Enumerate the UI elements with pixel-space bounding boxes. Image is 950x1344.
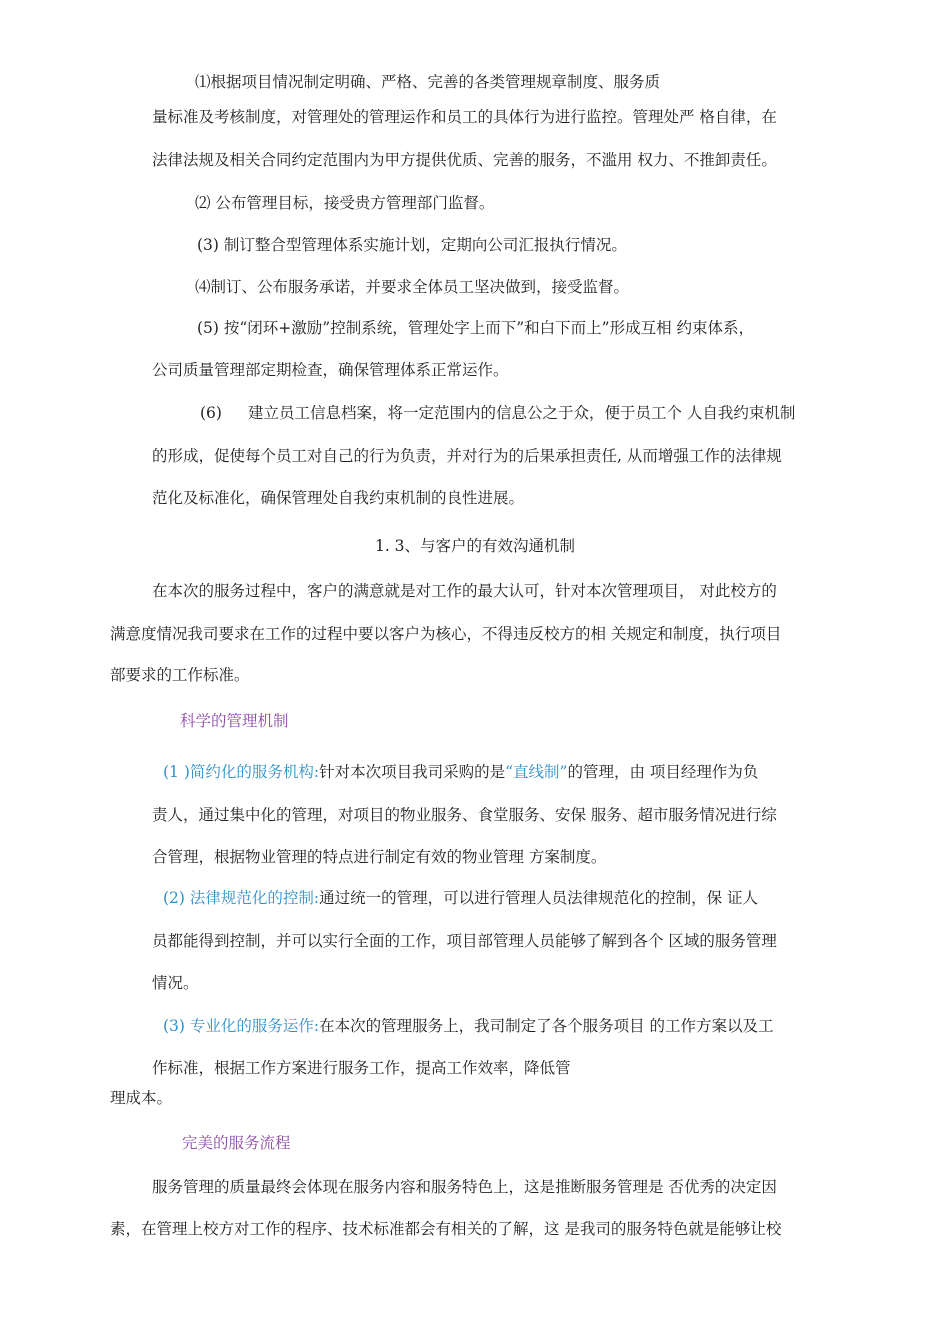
mechanism-heading: 科学的管理机制 <box>180 712 289 730</box>
paragraph-line-1: 在本次的服务过程中，客户的满意就是对工作的最大认可，针对本次管理项目， 对此校方的 <box>152 582 777 600</box>
mechanism-item-1-quote: “直线制” <box>505 763 568 781</box>
paragraph-line-2: 满意度情况我司要求在工作的过程中要以客户为核心，不得违反校方的相 关规定和制度，执行项目 <box>110 625 782 643</box>
item-6-line-2: 的形成，促使每个员工对自己的行为负责，并对行为的后果承担责任, 从而增强工作的法律规 <box>152 447 782 465</box>
item-6-line-1: 建立员工信息档案，将一定范围内的信息公之于众，便于员工个 人自我约束机制 <box>248 404 796 422</box>
mechanism-item-1-text-b: 的管理，由 项目经理作为负 <box>567 763 759 781</box>
item-6-line-3: 范化及标准化，确保管理处自我约束机制的良性进展。 <box>152 489 525 507</box>
mechanism-item-1-line-1 <box>163 762 758 782</box>
item-1-line-2: 量标准及考核制度，对管理处的管理运作和员工的具体行为进行监控。管理处严 格自律，在 <box>152 108 777 126</box>
mechanism-item-3-text: 在本次的管理服务上，我司制定了各个服务项目 的工作方案以及工 <box>319 1017 774 1035</box>
mechanism-item-2-line-1 <box>163 888 758 908</box>
mechanism-item-3-line-2: 作标准，根据工作方案进行服务工作，提高工作效率，降低管 <box>152 1059 571 1077</box>
mechanism-item-1-line-3: 合管理，根据物业管理的特点进行制定有效的物业管理 方案制度。 <box>152 848 607 866</box>
mechanism-item-2-text: 通过统一的管理，可以进行管理人员法律规范化的控制，保 证人 <box>319 889 759 907</box>
mechanism-item-1-text-a: 针对本次项目我司采购的是 <box>319 763 506 781</box>
process-paragraph-line-2: 素，在管理上校方对工作的程序、技术标准都会有相关的了解，这 是我司的服务特色就是能够让校 <box>110 1220 782 1238</box>
item-2: ⑵ 公布管理目标，接受贵方管理部门监督。 <box>195 194 495 212</box>
mechanism-item-2-line-2: 员都能得到控制，并可以实行全面的工作，项目部管理人员能够了解到各个 区域的服务管理 <box>152 932 777 950</box>
paragraph-line-3: 部要求的工作标准。 <box>110 666 250 684</box>
mechanism-item-2-label: (2) 法律规范化的控制: <box>163 889 320 907</box>
item-5-line-1: (5) 按“闭环+激励”控制系统，管理处字上而下”和白下而上”形成互相 约束体系， <box>197 319 754 337</box>
mechanism-item-1-label: (1 )简约化的服务机构: <box>163 763 320 781</box>
process-paragraph-line-1: 服务管理的质量最终会体现在服务内容和服务特色上，这是推断服务管理是 否优秀的决定因 <box>152 1178 777 1196</box>
item-6-number: (6) <box>200 404 222 422</box>
mechanism-item-2-line-3: 情况。 <box>152 974 199 992</box>
section-title: 1. 3、与客户的有效沟通机制 <box>374 537 576 555</box>
item-3: (3) 制订整合型管理体系实施计划，定期向公司汇报执行情况。 <box>197 236 627 254</box>
item-1-line-3: 法律法规及相关合同约定范围内为甲方提供优质、完善的服务，不滥用 权力、不推卸责任。 <box>152 151 777 169</box>
mechanism-item-3-line-1 <box>163 1016 774 1036</box>
process-heading: 完美的服务流程 <box>182 1134 291 1152</box>
mechanism-item-3-line-3: 理成本。 <box>110 1089 173 1107</box>
item-4: ⑷制订、公布服务承诺，并要求全体员工坚决做到，接受监督。 <box>195 278 630 296</box>
mechanism-item-1-line-2: 责人，通过集中化的管理，对项目的物业服务、食堂服务、安保 服务、超市服务情况进行综 <box>152 806 777 824</box>
item-5-line-2: 公司质量管理部定期检查，确保管理体系正常运作。 <box>152 361 509 379</box>
item-1-line-1: ⑴根据项目情况制定明确、严格、完善的各类管理规章制度、服务质 <box>195 73 661 91</box>
mechanism-item-3-label: (3) 专业化的服务运作: <box>163 1017 320 1035</box>
